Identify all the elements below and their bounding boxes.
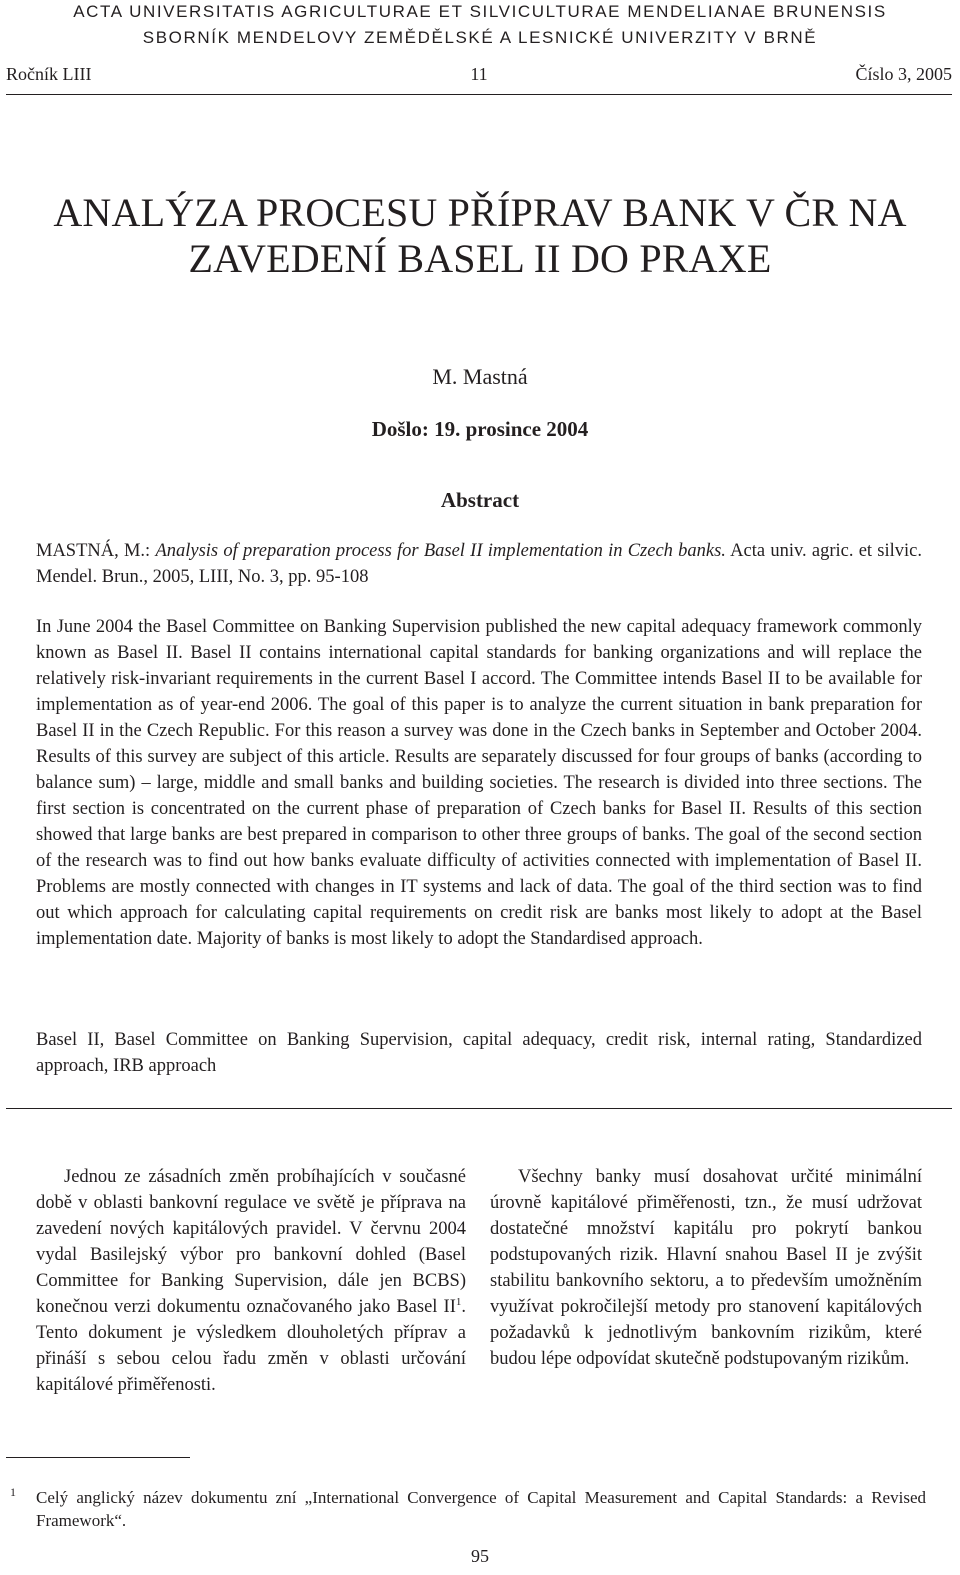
- volume-row: [6, 64, 952, 90]
- author: M. Mastná: [432, 364, 528, 389]
- footnote: [10, 1485, 926, 1532]
- title-line-2: ZAVEDENÍ BASEL II DO PRAXE: [188, 236, 772, 281]
- left-column-text: Jednou ze zásadních změn probíhajících v současné době v oblasti bankovní regulace ve světě je příprava na zavedení nových kapitálových pravidel. V červnu 2004 vydal Basilejský výbor pro bankovní dohled (Basel Committee for Banking Supervision, dále jen BCBS) konečnou verzi dokumentu označovaného jako Basel II: [36, 1167, 466, 1317]
- volume-label: Ročník LIII: [6, 64, 92, 84]
- page-number: 95: [471, 1546, 489, 1566]
- body-column-left: [36, 1164, 466, 1398]
- title-line-1: ANALÝZA PROCESU PŘÍPRAV BANK V ČR NA: [53, 190, 907, 235]
- footnote-text: Celý anglický název dokumentu zní „International Convergence of Capital Measurement and Capital Standards: a Revised Framework“.: [36, 1488, 926, 1530]
- abstract-heading: Abstract: [440, 488, 520, 512]
- footnote-rule: [6, 1457, 190, 1458]
- citation-source: Acta univ. agric. et silvic. Mendel. Brun., 2005, LIII, No. 3, pp. 95-108: [36, 541, 922, 587]
- body-column-right: Všechny banky musí dosahovat určité minimální úrovně kapitálové přiměřenosti, tzn., že musí udržovat dostatečné množství kapitálu pro pokrytí bankou podstupovaných rizik. Hlavní snahou Basel II je zvýšit stabilitu bankovního sektoru, a to především umožněním využívat pokročilejší metody pro stanovení kapitálových požadavků k jednotlivým bankovním rizikům, které budou lépe odpovídat skutečně podstupovaným rizikům.: [490, 1167, 922, 1369]
- footnote-reference[interactable]: 1: [455, 1295, 462, 1308]
- citation-title: Analysis of preparation process for Basel II implementation in Czech banks.: [155, 541, 726, 561]
- issue-number: 11: [470, 64, 488, 84]
- received-date: Došlo: 19. prosince 2004: [371, 417, 589, 441]
- citation-author: MASTNÁ, M.:: [36, 541, 156, 561]
- section-rule: [6, 1108, 952, 1109]
- footnote-mark: 1: [10, 1485, 16, 1499]
- journal-name: ACTA UNIVERSITATIS AGRICULTURAE ET SILVICULTURAE MENDELIANAE BRUNENSIS: [73, 2, 887, 21]
- header-rule: [6, 94, 952, 95]
- keywords: Basel II, Basel Committee on Banking Supervision, capital adequacy, credit risk, internal rating, Standardized approach, IRB approach: [36, 1030, 922, 1076]
- left-column-text-continued: . Tento dokument je výsledkem dlouholetých příprav a přináší s sebou celou řadu změn v oblasti určování kapitálové přiměřenosti.: [36, 1297, 466, 1395]
- abstract-text: In June 2004 the Basel Committee on Banking Supervision published the new capital adequacy framework commonly known as Basel II. Basel II contains international capital standards for banking organizations and will replace the relatively risk-invariant requirements in the current Basel I accord. The Committee intends Basel II to be available for implementation as of year-end 2006. The goal of this paper is to analyze the current situation in bank preparation for Basel II in the Czech Republic. For this reason a survey was done in the Czech banks in September and October 2004. Results of this survey are subject of this article. Results are separately discussed for four groups of banks (according to balance sum) – large, middle and small banks and building societies. The research is divided into three sections. The first section is concentrated on the current phase of preparation of Czech banks for Basel II. Results of this section showed that large banks are best prepared in comparison to other three groups of banks. The goal of the second section of the research was to find out how banks evaluate difficulty of activities connected with implementation of Basel II. Problems are mostly connected with changes in IT systems and lack of data. The goal of the third section was to find out which approach for calculating capital requirements on credit risk are banks most likely to adopt at the Basel implementation date. Majority of banks is most likely to adopt the Standardised approach.: [36, 617, 922, 949]
- journal-name-czech: SBORNÍK MENDELOVY ZEMĚDĚLSKÉ A LESNICKÉ UNIVERZITY V BRNĚ: [142, 28, 818, 47]
- article-title: [0, 190, 960, 282]
- issue-label: Číslo 3, 2005: [855, 64, 952, 84]
- citation: [36, 538, 922, 590]
